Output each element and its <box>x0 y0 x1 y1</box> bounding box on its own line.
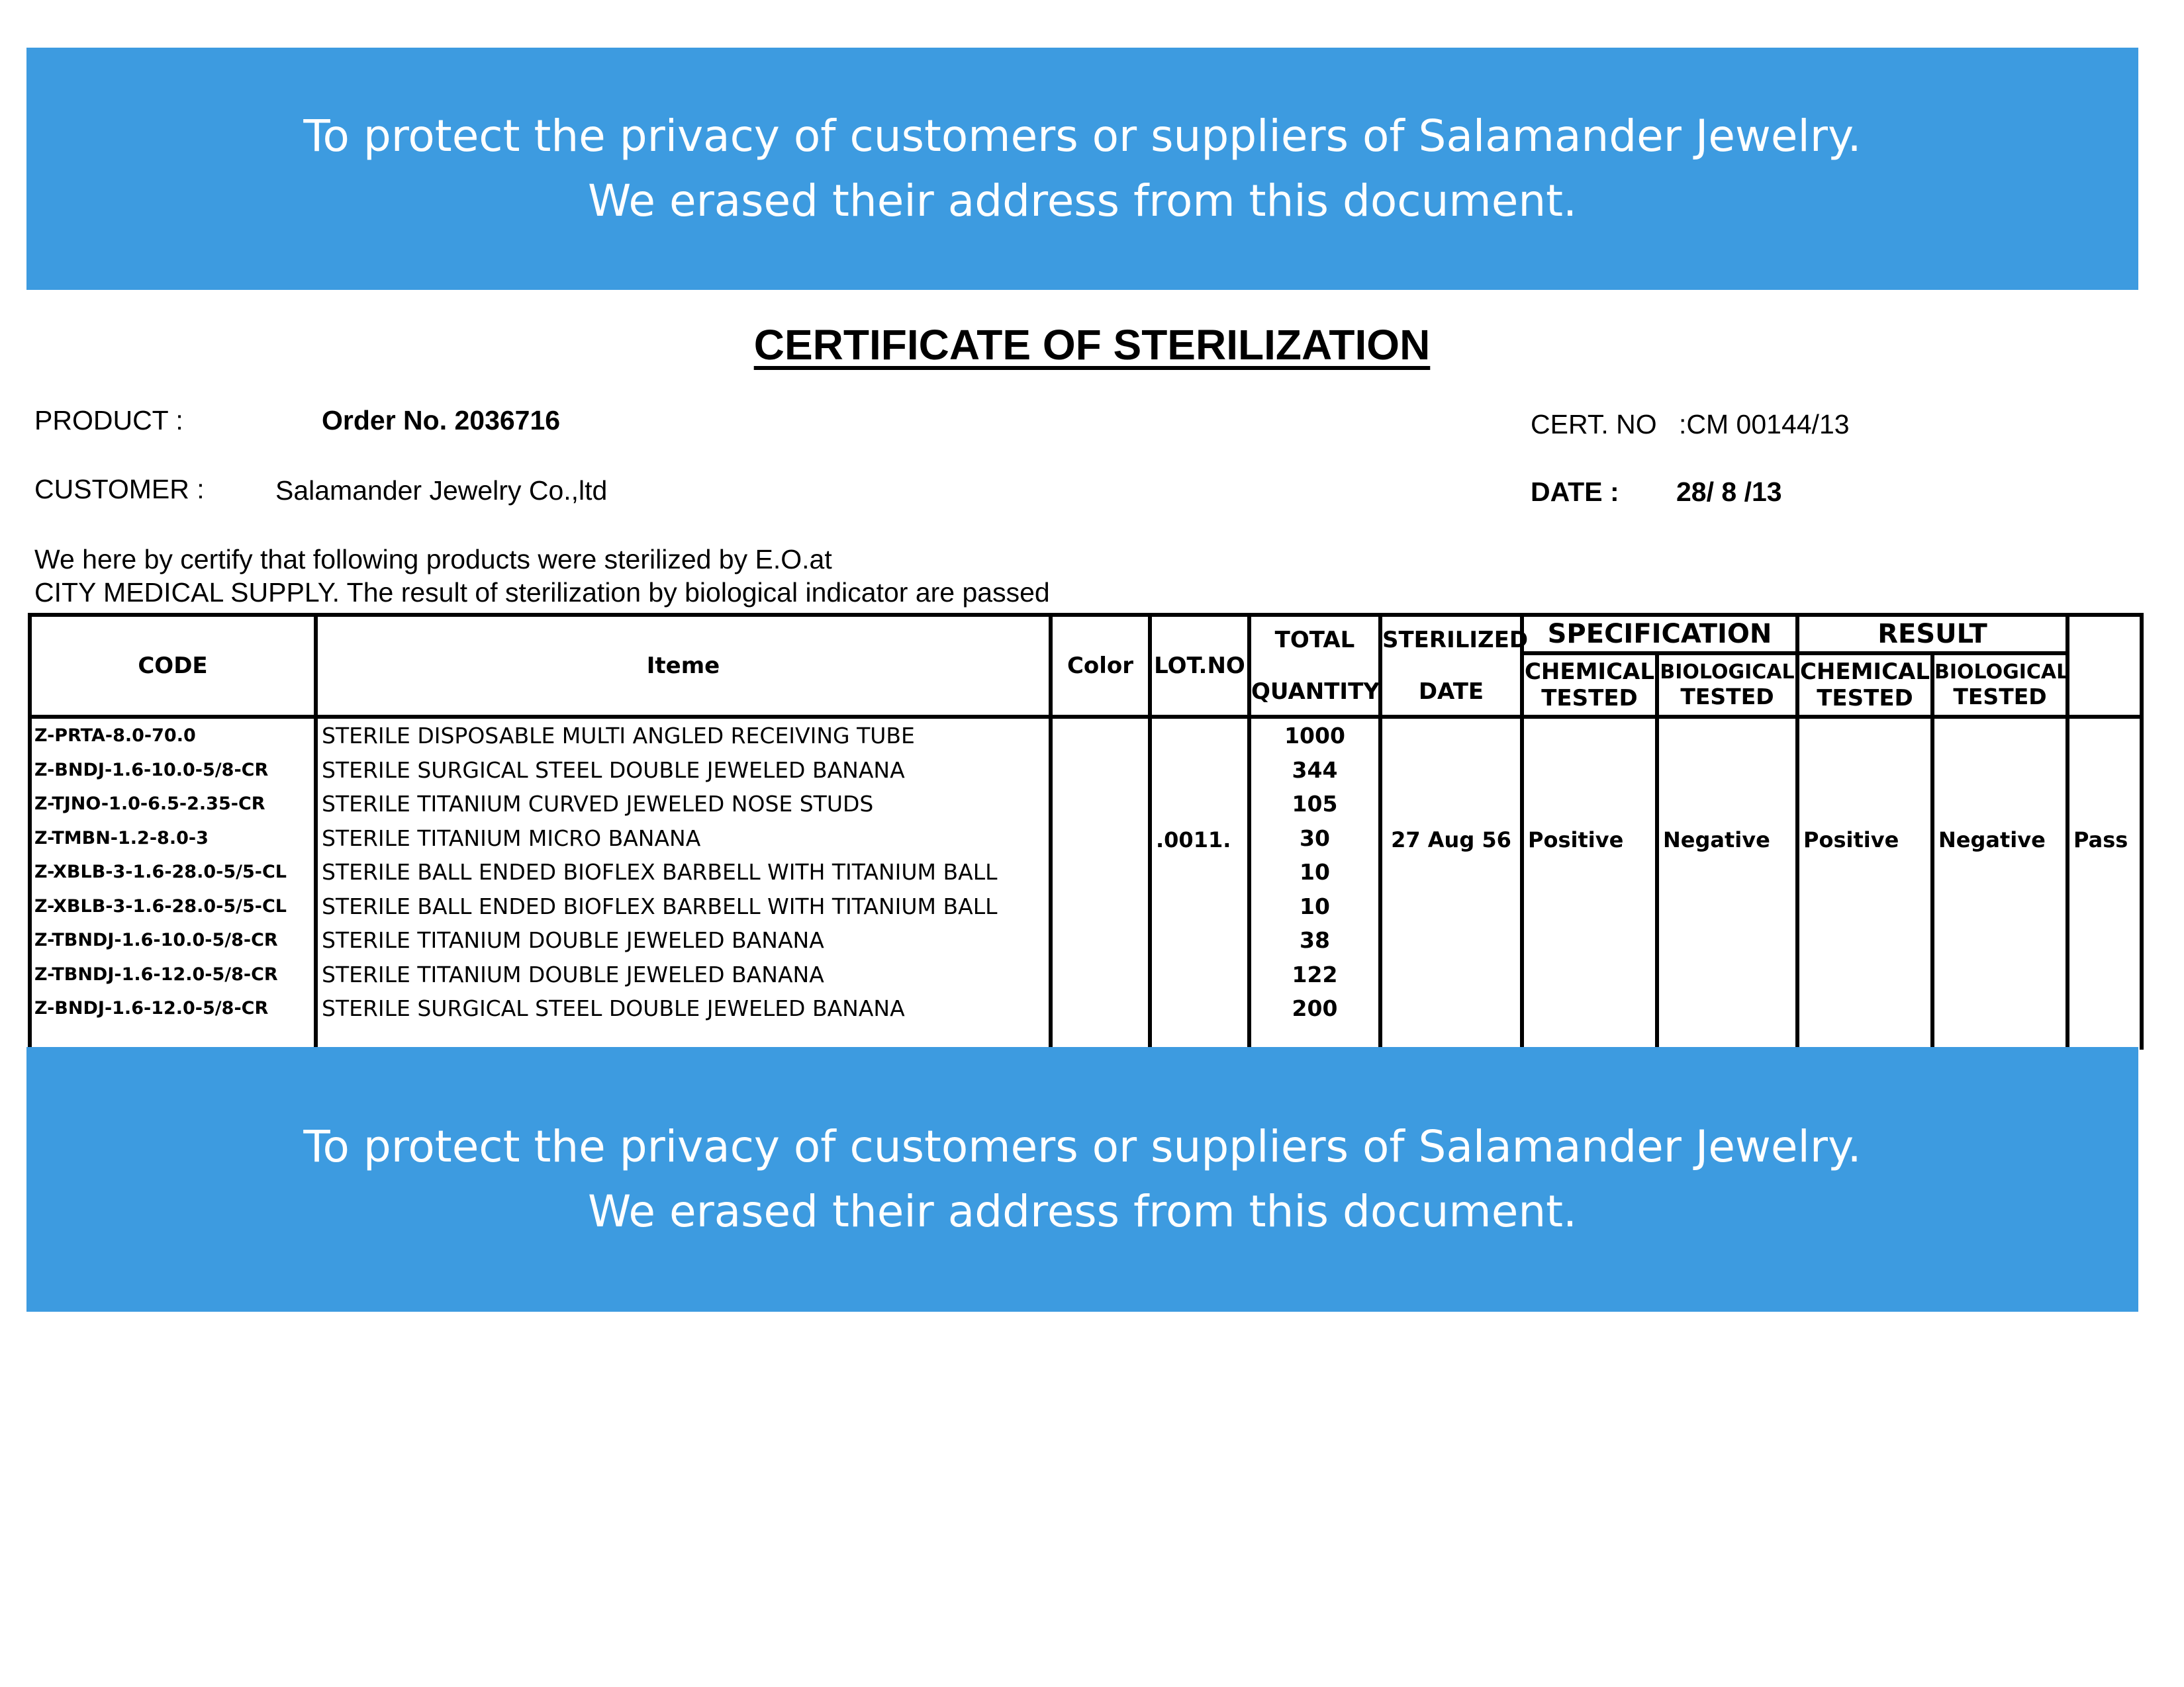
privacy-banner-bottom <box>26 1047 2138 1312</box>
statement-line2: CITY MEDICAL SUPPLY. The result of sterilization by biological indicator are passed <box>34 577 1050 608</box>
item-cell: STERILE BALL ENDED BIOFLEX BARBELL WITH TITANIUM BALL <box>322 893 998 919</box>
item-cell: STERILE SURGICAL STEEL DOUBLE JEWELED BANANA <box>322 756 905 783</box>
result-biological-tested: TESTED <box>1953 684 2047 709</box>
final-result-value: Pass <box>2073 827 2128 852</box>
quantity-cell: 30 <box>1300 825 1330 851</box>
color-column <box>1051 717 1150 1050</box>
cert-no-label: CERT. NO <box>1531 409 1657 439</box>
header-final <box>2067 615 2142 717</box>
spec-biological-column <box>1657 717 1797 1050</box>
spec-biological-tested: TESTED <box>1680 684 1774 709</box>
date-value: 28/ 8 /13 <box>1676 477 1782 507</box>
header-result-biological <box>1932 653 2067 717</box>
header-total-quantity <box>1249 615 1380 717</box>
result-biological-column <box>1932 717 2067 1050</box>
header-result-chemical <box>1797 653 1932 717</box>
result-chemical-column <box>1797 717 1932 1050</box>
spec-biological-label: BIOLOGICAL <box>1660 661 1795 684</box>
date-label: DATE : <box>1531 477 1619 507</box>
document-title: CERTIFICATE OF STERILIZATION <box>753 321 1431 369</box>
header-sterilized-date <box>1380 615 1529 717</box>
item-cell: STERILE TITANIUM CURVED JEWELED NOSE STUDS <box>322 791 874 817</box>
code-cell: Z-BNDJ-1.6-12.0-5/8-CR <box>34 998 269 1019</box>
product-value: Order No. 2036716 <box>322 405 561 435</box>
lot-no-column <box>1150 717 1249 1050</box>
header-item: Iteme <box>316 615 1051 717</box>
item-cell: STERILE DISPOSABLE MULTI ANGLED RECEIVING TUBE <box>322 723 915 749</box>
spec-biological-value: Negative <box>1663 827 1770 852</box>
code-cell: Z-PRTA-8.0-70.0 <box>34 725 196 746</box>
header-specification: SPECIFICATION <box>1522 615 1797 653</box>
code-cell: Z-BNDJ-1.6-10.0-5/8-CR <box>34 759 269 780</box>
product-label: PRODUCT : <box>34 405 183 435</box>
result-biological-value: Negative <box>1938 827 2046 852</box>
item-cell: STERILE TITANIUM DOUBLE JEWELED BANANA <box>322 927 824 953</box>
item-column <box>316 717 1051 1050</box>
result-chemical-tested: TESTED <box>1817 685 1913 711</box>
code-cell: Z-TJNO-1.0-6.5-2.35-CR <box>34 794 265 814</box>
privacy-banner-line1: To protect the privacy of customers or suppliers of Salamander Jewelry. <box>303 1121 1862 1172</box>
header-total-line2: QUANTITY <box>1251 678 1380 705</box>
quantity-cell: 122 <box>1292 961 1338 987</box>
header-lot-no: LOT.NO <box>1150 615 1249 717</box>
item-cell: STERILE TITANIUM DOUBLE JEWELED BANANA <box>322 961 824 987</box>
quantity-cell: 38 <box>1300 927 1330 953</box>
spec-chemical-value: Positive <box>1528 827 1624 852</box>
item-cell: STERILE BALL ENDED BIOFLEX BARBELL WITH TITANIUM BALL <box>322 859 998 885</box>
result-chemical-label: CHEMICAL <box>1799 659 1930 685</box>
lot-no-value: .0011. <box>1156 827 1231 852</box>
header-result: RESULT <box>1797 615 2067 653</box>
privacy-banner-line2: We erased their address from this document. <box>587 175 1578 226</box>
quantity-cell: 1000 <box>1284 723 1345 749</box>
item-cell: STERILE SURGICAL STEEL DOUBLE JEWELED BANANA <box>322 995 905 1021</box>
privacy-banner-line2: We erased their address from this document. <box>587 1186 1578 1237</box>
quantity-list <box>1251 719 1378 1026</box>
quantity-column <box>1249 717 1380 1050</box>
code-cell: Z-TBNDJ-1.6-12.0-5/8-CR <box>34 964 278 985</box>
code-cell: Z-TBNDJ-1.6-10.0-5/8-CR <box>34 930 278 950</box>
sterilization-table <box>28 613 2144 1050</box>
spec-chemical-label: CHEMICAL <box>1524 659 1655 685</box>
customer-value: Salamander Jewelry Co.,ltd <box>275 475 608 506</box>
header-sterilized-line2: DATE <box>1418 678 1484 705</box>
quantity-cell: 200 <box>1292 995 1338 1021</box>
code-column <box>30 717 316 1050</box>
quantity-cell: 344 <box>1292 756 1338 783</box>
privacy-banner-top <box>26 48 2138 290</box>
item-list <box>318 719 1049 1026</box>
quantity-cell: 10 <box>1300 893 1330 919</box>
code-cell: Z-TMBN-1.2-8.0-3 <box>34 827 209 848</box>
sterilized-date-value: 27 Aug 56 <box>1391 827 1511 852</box>
quantity-cell: 10 <box>1300 859 1330 885</box>
header-color: Color <box>1051 615 1150 717</box>
header-code: CODE <box>30 615 316 717</box>
cert-no-value: :CM 00144/13 <box>1679 409 1850 439</box>
code-cell: Z-XBLB-3-1.6-28.0-5/5-CL <box>34 895 287 917</box>
result-chemical-value: Positive <box>1803 827 1899 852</box>
quantity-cell: 105 <box>1292 791 1338 817</box>
spec-chemical-tested: TESTED <box>1541 685 1638 711</box>
sterilized-date-column <box>1380 717 1522 1050</box>
code-cell: Z-XBLB-3-1.6-28.0-5/5-CL <box>34 862 287 882</box>
code-list <box>32 719 314 1026</box>
spec-chemical-column <box>1522 717 1657 1050</box>
result-biological-label: BIOLOGICAL <box>1934 661 2069 684</box>
customer-label: CUSTOMER : <box>34 474 205 504</box>
header-spec-biological <box>1657 653 1797 717</box>
final-result-column <box>2067 717 2142 1050</box>
privacy-banner-line1: To protect the privacy of customers or suppliers of Salamander Jewelry. <box>303 111 1862 161</box>
header-total-line1: TOTAL <box>1274 627 1355 653</box>
header-sterilized-line1: STERILIZED <box>1382 627 1529 653</box>
header-spec-chemical <box>1522 653 1657 717</box>
item-cell: STERILE TITANIUM MICRO BANANA <box>322 825 701 851</box>
statement-line1: We here by certify that following products were sterilized by E.O.at <box>34 544 832 574</box>
